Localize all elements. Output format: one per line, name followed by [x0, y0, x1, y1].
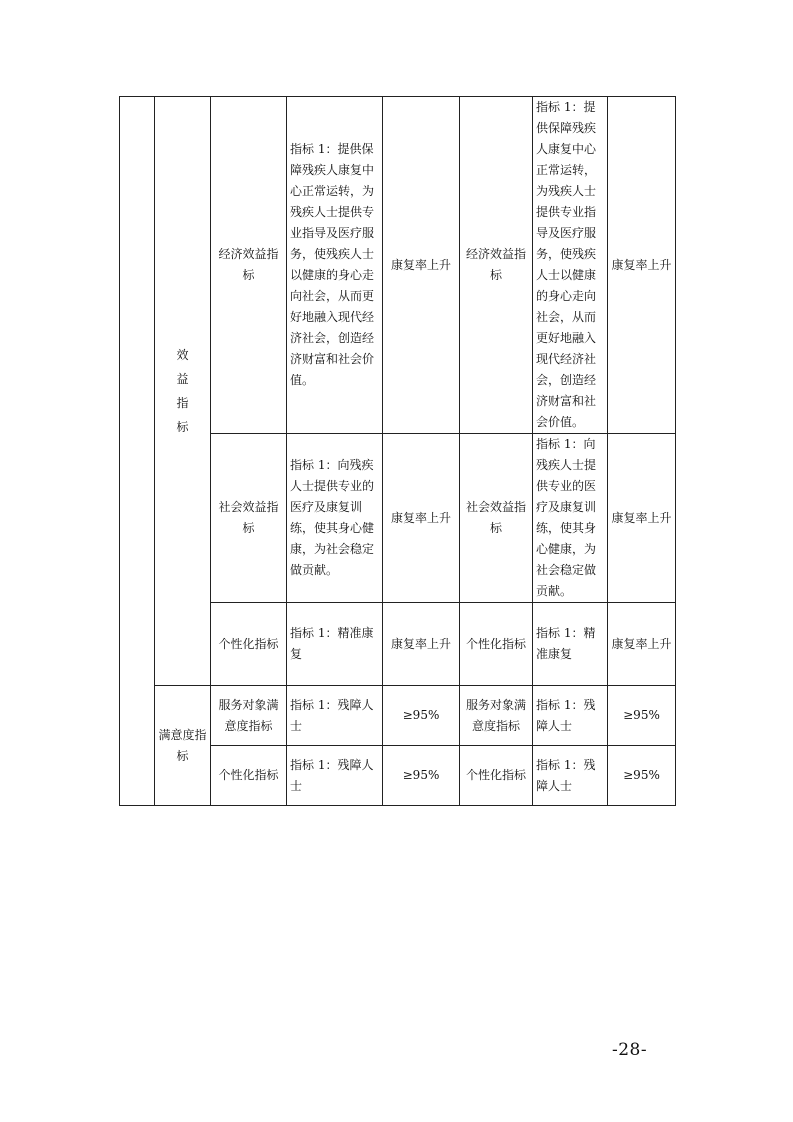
left-description-cell: 指标 1：提供保障残疾人康复中心正常运转，为残疾人士提供专业指导及医疗服务，使残疾人士以健康的身心走向社会，从而更好地融入现代经济社会，创造经济财富和社会价值。: [287, 97, 383, 434]
satisfaction-indicator-label: 满意度指标: [155, 686, 211, 806]
left-target-cell: ≥95%: [383, 686, 460, 746]
table-row: [120, 97, 676, 434]
left-target-cell: 康复率上升: [383, 97, 460, 434]
left-category-cell: 经济效益指标: [211, 97, 287, 434]
left-description-cell: 指标 1：向残疾人士提供专业的医疗及康复训练，使其身心健康，为社会稳定做贡献。: [287, 434, 383, 603]
right-category-cell: 经济效益指标: [460, 97, 533, 434]
right-description-cell: 指标 1：提供保障残疾人康复中心正常运转，为残疾人士提供专业指导及医疗服务，使残疾人士以健康的身心走向社会，从而更好地融入现代经济社会，创造经济财富和社会价值。: [533, 97, 608, 434]
right-description-cell: 指标 1：残障人士: [533, 686, 608, 746]
right-target-cell: 康复率上升: [608, 603, 676, 686]
benefit-label-text: 效 益 指 标: [176, 348, 189, 434]
page-number: -28-: [612, 1040, 648, 1060]
right-description-cell: 指标 1：精准康复: [533, 603, 608, 686]
benefit-indicator-label: [155, 97, 211, 686]
right-target-cell: ≥95%: [608, 686, 676, 746]
left-category-cell: 服务对象满意度指标: [211, 686, 287, 746]
left-target-cell: 康复率上升: [383, 603, 460, 686]
left-description-cell: 指标 1：残障人士: [287, 686, 383, 746]
left-description-cell: 指标 1：精准康复: [287, 603, 383, 686]
left-category-cell: 个性化指标: [211, 603, 287, 686]
left-target-cell: ≥95%: [383, 746, 460, 806]
left-description-cell: 指标 1：残障人士: [287, 746, 383, 806]
left-category-cell: 个性化指标: [211, 746, 287, 806]
right-category-cell: 个性化指标: [460, 746, 533, 806]
left-category-cell: 社会效益指标: [211, 434, 287, 603]
right-category-cell: 个性化指标: [460, 603, 533, 686]
right-target-cell: 康复率上升: [608, 97, 676, 434]
right-target-cell: 康复率上升: [608, 434, 676, 603]
right-description-cell: 指标 1：残障人士: [533, 746, 608, 806]
first-level-column-cell: [120, 97, 155, 806]
left-target-cell: 康复率上升: [383, 434, 460, 603]
performance-indicator-table: [119, 96, 676, 806]
right-category-cell: 服务对象满意度指标: [460, 686, 533, 746]
right-target-cell: ≥95%: [608, 746, 676, 806]
right-description-cell: 指标 1：向残疾人士提供专业的医疗及康复训练，使其身心健康，为社会稳定做贡献。: [533, 434, 608, 603]
right-category-cell: 社会效益指标: [460, 434, 533, 603]
table-row: [120, 686, 676, 746]
